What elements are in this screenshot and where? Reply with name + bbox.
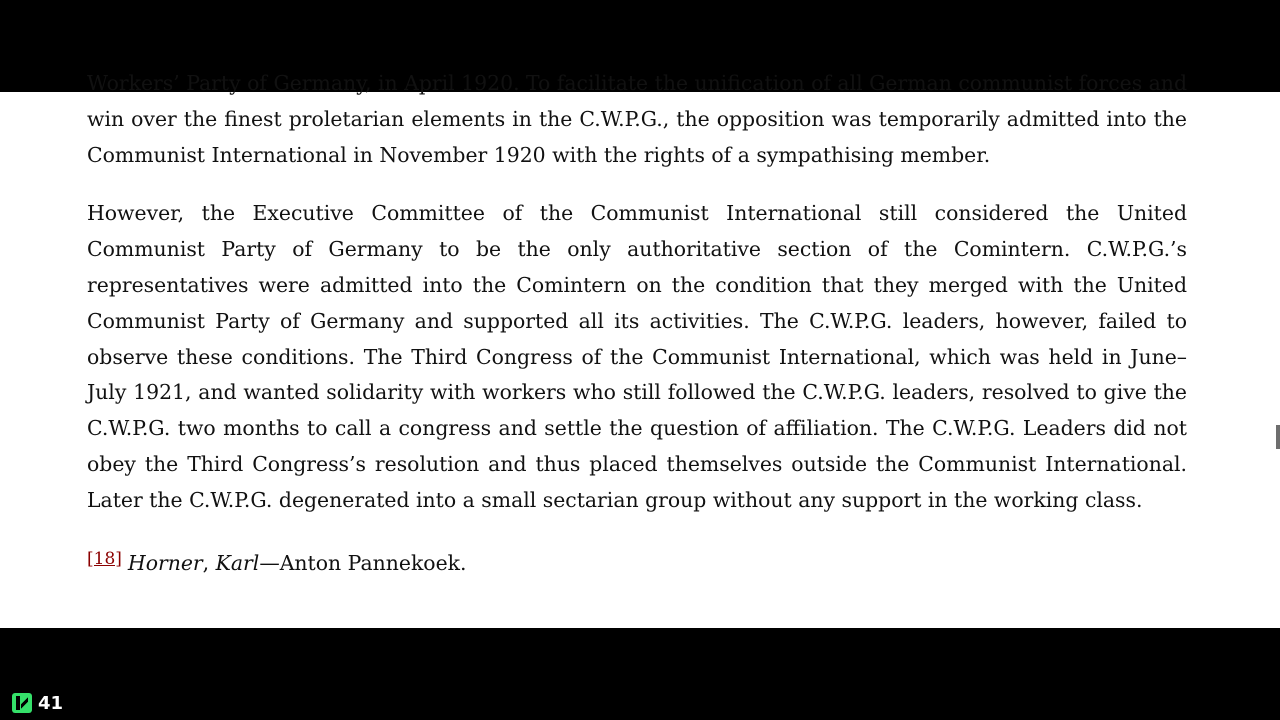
- viewer-count-badge: [12, 692, 63, 714]
- kick-logo-icon: [12, 693, 32, 713]
- footnote-18: [87, 542, 1187, 582]
- paragraph-executive-committee: However, the Executive Committee of the Communist International still considered the United Communist Party of Germany to be the only authoritative section of the Comintern. C.W.P.G.’s representatives were admitted into the Comintern on the condition that they merged with the United Communist Party of Germany and supported all its activities. The C.W.P.G. leaders, however, failed to observe these conditions. The Third Congress of the Communist International, which was held in June–July 1921, and wanted solidarity with workers who still followed the C.W.P.G. leaders, resolved to give the C.W.P.G. two months to call a congress and settle the question of affiliation. The C.W.P.G. Leaders did not obey the Third Congress’s resolution and thus placed themselves outside the Communist International. Later the C.W.P.G. degenerated into a small sectarian group without any support in the working class.: [87, 201, 1187, 512]
- viewer-count: 41: [38, 692, 64, 714]
- paragraph-cut-off: Workers’ Party of Germany, in April 1920. To facilitate the unification of all German communist forces and win over the finest proletarian elements in the C.W.P.G., the opposition was temporarily admitted into the Communist International in November 1920 with the rights of a sympathising member.: [87, 71, 1187, 167]
- footnote-name-horner: Horner: [127, 550, 203, 575]
- footnote-ref-link[interactable]: [18]: [87, 548, 122, 569]
- scrollbar-thumb[interactable]: [1276, 425, 1280, 449]
- article-content: [87, 66, 1187, 604]
- document-page: [0, 71, 1276, 628]
- footnote-comma: ,: [202, 550, 216, 575]
- footnote-text: —Anton Pannekoek.: [259, 550, 467, 575]
- footnote-name-karl: Karl: [215, 550, 260, 575]
- scrollbar-track[interactable]: [1276, 92, 1280, 628]
